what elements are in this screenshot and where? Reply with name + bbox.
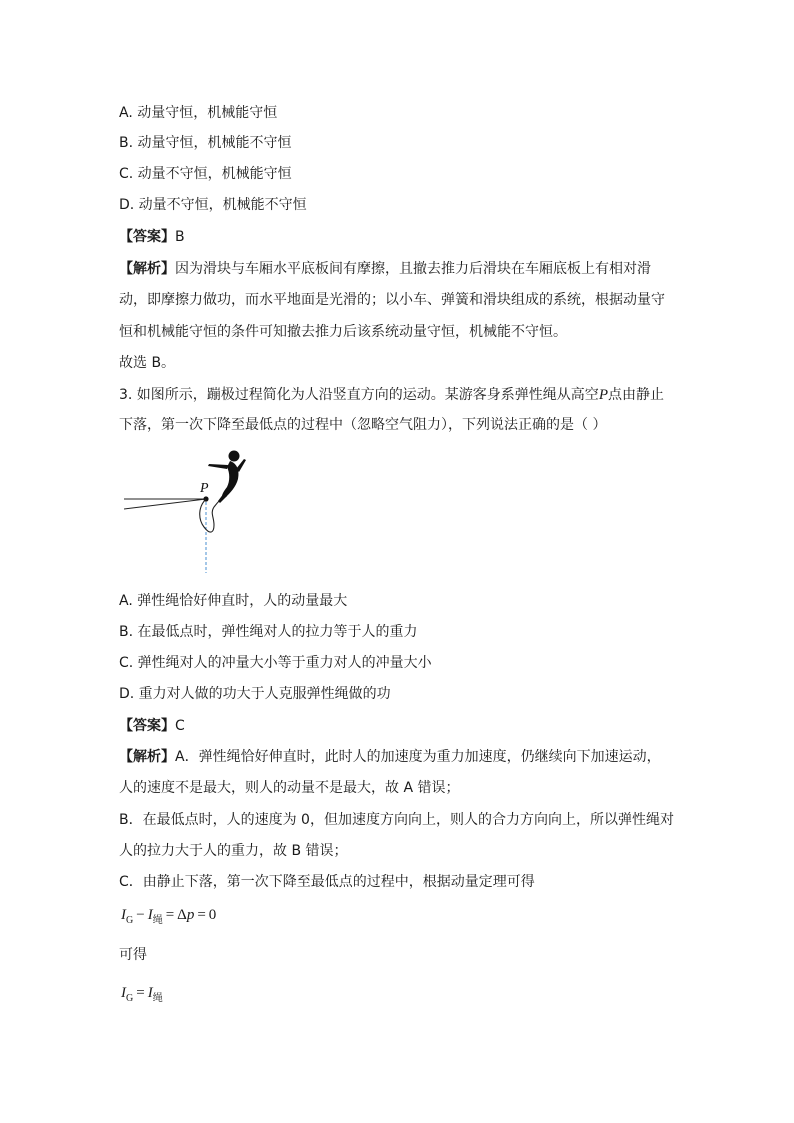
q3-analysis-line-2: 人的速度不是最大，则人的动量不是最大，故 A 错误； — [119, 780, 460, 796]
q3-option-c: C. 弹性绳对人的冲量大小等于重力对人的冲量大小 — [119, 655, 432, 671]
q3-stem-line-1 — [119, 385, 664, 405]
equation-impulse-equal: $I_G = I_绳$ — [121, 985, 163, 1004]
q2-answer-value: B — [175, 229, 185, 245]
q3-stem-point: P — [598, 387, 608, 403]
q2-analysis-line-2: 动，即摩擦力做功，而水平地面是光滑的；以小车、弹簧和滑块组成的系统，根据动量守 — [119, 292, 665, 308]
q2-analysis-line-1 — [119, 259, 651, 279]
equation-impulse-momentum: $I_G - I_绳 = \Delta p = 0$ — [121, 907, 217, 926]
q2-analysis-line-3: 恒和机械能守恒的条件可知撤去推力后该系统动量守恒，机械能不守恒。 — [119, 324, 567, 340]
support-line-bottom — [124, 499, 206, 509]
q3-option-b: B. 在最低点时，弹性绳对人的拉力等于人的重力 — [119, 624, 418, 640]
q2-option-b: B. 动量守恒，机械能不守恒 — [119, 135, 292, 151]
q3-answer — [119, 716, 185, 736]
q3-answer-value: C — [175, 718, 185, 734]
q3-kede: 可得 — [119, 947, 147, 963]
elastic-cord — [200, 499, 221, 532]
point-p-label: P — [200, 481, 209, 496]
q3-analysis-text-1: A．弹性绳恰好伸直时，此时人的加速度为重力加速度，仍继续向下加速运动， — [175, 749, 661, 765]
q3-analysis-label: 【解析】 — [119, 749, 175, 765]
q2-analysis-label: 【解析】 — [119, 261, 175, 277]
q3-option-d: D. 重力对人做的功大于人克服弹性绳做的功 — [119, 686, 391, 702]
bungee-figure — [124, 447, 264, 575]
jumper-silhouette — [208, 451, 246, 504]
q3-answer-label: 【答案】 — [119, 718, 175, 734]
q3-stem-post: 点由静止 — [607, 387, 664, 403]
q3-stem-line-2: 下落，第一次下降至最低点的过程中（忽略空气阻力），下列说法正确的是（ ） — [119, 417, 607, 433]
q2-answer — [119, 227, 185, 247]
q3-stem-pre: 3. 如图所示，蹦极过程简化为人沿竖直方向的运动。某游客身系弹性绳从高空 — [119, 387, 599, 403]
q2-option-c: C. 动量不守恒，机械能守恒 — [119, 166, 292, 182]
q3-analysis-line-3: B．在最低点时，人的速度为 0，但加速度方向向上，则人的合力方向向上，所以弹性绳对 — [119, 812, 674, 828]
q2-option-a: A. 动量守恒，机械能守恒 — [119, 105, 278, 121]
q3-option-a: A. 弹性绳恰好伸直时，人的动量最大 — [119, 593, 348, 609]
q2-analysis-text-1: 因为滑块与车厢水平底板间有摩擦，且撤去推力后滑块在车厢底板上有相对滑 — [175, 261, 651, 277]
q2-option-d: D. 动量不守恒，机械能不守恒 — [119, 197, 307, 213]
q2-conclusion: 故选 B。 — [119, 355, 176, 371]
q3-analysis-line-4: 人的拉力大于人的重力，故 B 错误； — [119, 843, 348, 859]
q2-answer-label: 【答案】 — [119, 229, 175, 245]
q3-analysis-line-1 — [119, 747, 661, 767]
q3-analysis-line-5: C．由静止下落，第一次下降至最低点的过程中，根据动量定理可得 — [119, 874, 535, 890]
